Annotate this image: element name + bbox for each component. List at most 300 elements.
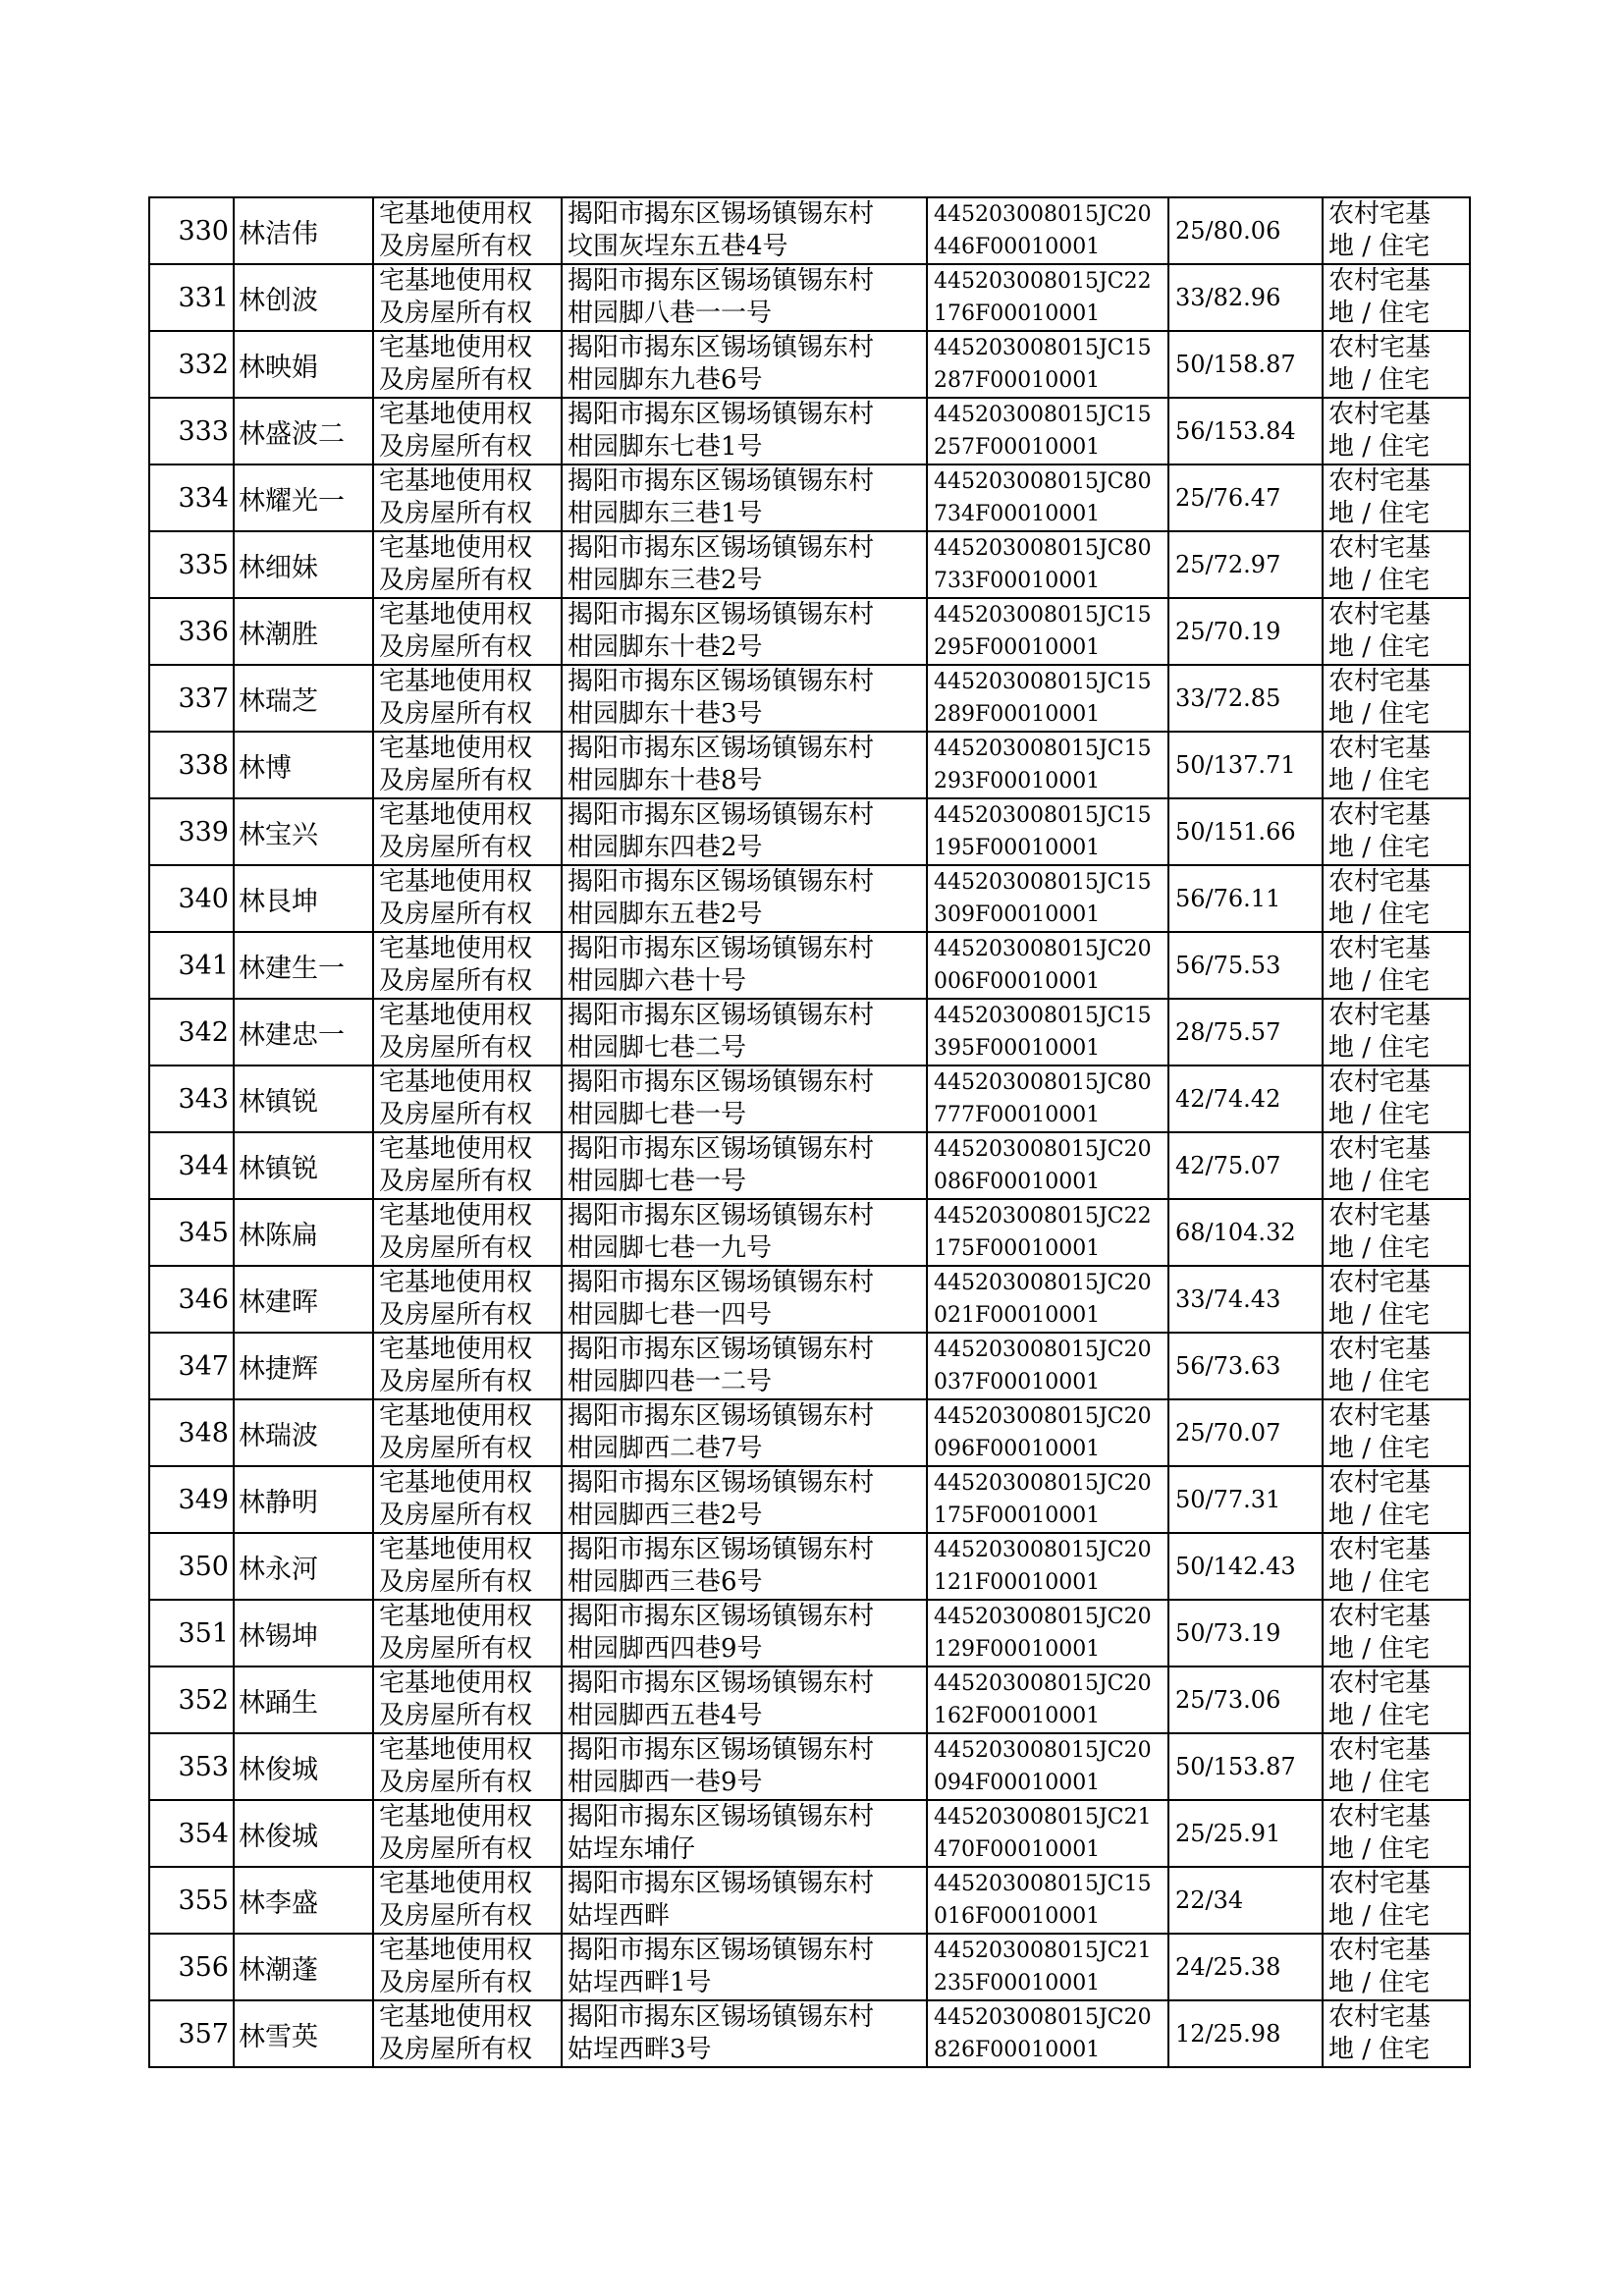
cell-unit-code xyxy=(927,2000,1168,2067)
right-type-line-1: 宅基地使用权 xyxy=(379,1802,533,1831)
unit-code-line-1: 445203008015JC80 xyxy=(934,469,1152,494)
unit-code-line-2: 121F00010001 xyxy=(934,1570,1101,1595)
cell-area: 33/74.43 xyxy=(1168,1266,1323,1333)
cell-land-use xyxy=(1323,932,1470,999)
address-line-2: 柑园脚七巷一号 xyxy=(568,1100,747,1129)
cell-area: 56/73.63 xyxy=(1168,1333,1323,1399)
cell-address xyxy=(562,264,927,331)
address-line-1: 揭阳市揭东区锡场镇锡东村 xyxy=(568,1268,875,1297)
cell-unit-code xyxy=(927,865,1168,932)
table-row xyxy=(149,531,1470,598)
unit-code-line-1: 445203008015JC22 xyxy=(934,1204,1152,1229)
table-row xyxy=(149,398,1470,464)
right-type-line-1: 宅基地使用权 xyxy=(379,1335,533,1364)
land-use-line-1: 农村宅基 xyxy=(1328,1869,1432,1898)
address-line-1: 揭阳市揭东区锡场镇锡东村 xyxy=(568,1067,875,1097)
address-line-2: 柑园脚东三巷1号 xyxy=(568,499,763,528)
address-line-1: 揭阳市揭东区锡场镇锡东村 xyxy=(568,333,875,362)
right-type-line-2: 及房屋所有权 xyxy=(379,566,533,595)
cell-unit-code xyxy=(927,1733,1168,1800)
right-type-line-2: 及房屋所有权 xyxy=(379,1100,533,1129)
cell-area: 50/151.66 xyxy=(1168,798,1323,865)
cell-right-type xyxy=(373,665,562,732)
cell-owner-name: 林建忠一 xyxy=(234,999,373,1066)
cell-owner-name: 林艮坤 xyxy=(234,865,373,932)
right-type-line-1: 宅基地使用权 xyxy=(379,199,533,229)
cell-address xyxy=(562,1600,927,1667)
address-line-2: 柑园脚八巷一一号 xyxy=(568,299,773,328)
cell-serial-number: 330 xyxy=(149,197,234,264)
cell-land-use xyxy=(1323,598,1470,665)
cell-unit-code xyxy=(927,531,1168,598)
cell-area: 12/25.98 xyxy=(1168,2000,1323,2067)
cell-address xyxy=(562,1399,927,1466)
cell-area: 50/73.19 xyxy=(1168,1600,1323,1667)
unit-code-line-2: 777F00010001 xyxy=(934,1103,1101,1127)
cell-land-use xyxy=(1323,1132,1470,1199)
cell-right-type xyxy=(373,1199,562,1266)
unit-code-line-1: 445203008015JC15 xyxy=(934,870,1152,895)
unit-code-line-1: 445203008015JC80 xyxy=(934,1070,1152,1095)
land-use-line-2: 地 / 住宅 xyxy=(1328,699,1431,729)
address-line-2: 柑园脚东三巷2号 xyxy=(568,566,763,595)
land-use-line-2: 地 / 住宅 xyxy=(1328,966,1431,996)
table-row xyxy=(149,665,1470,732)
table-row xyxy=(149,1399,1470,1466)
cell-land-use xyxy=(1323,665,1470,732)
land-use-line-2: 地 / 住宅 xyxy=(1328,1567,1431,1597)
cell-address xyxy=(562,798,927,865)
land-use-line-1: 农村宅基 xyxy=(1328,1535,1432,1564)
cell-right-type xyxy=(373,264,562,331)
cell-unit-code xyxy=(927,398,1168,464)
right-type-line-1: 宅基地使用权 xyxy=(379,2002,533,2032)
cell-right-type xyxy=(373,1867,562,1934)
cell-right-type xyxy=(373,1466,562,1533)
cell-unit-code xyxy=(927,665,1168,732)
right-type-line-2: 及房屋所有权 xyxy=(379,1901,533,1931)
unit-code-line-1: 445203008015JC20 xyxy=(934,1271,1152,1295)
right-type-line-1: 宅基地使用权 xyxy=(379,734,533,763)
cell-area: 25/70.19 xyxy=(1168,598,1323,665)
table-row xyxy=(149,2000,1470,2067)
cell-right-type xyxy=(373,1333,562,1399)
cell-land-use xyxy=(1323,464,1470,531)
cell-right-type xyxy=(373,1800,562,1867)
table-row xyxy=(149,264,1470,331)
cell-land-use xyxy=(1323,331,1470,398)
table-row xyxy=(149,197,1470,264)
cell-area: 25/80.06 xyxy=(1168,197,1323,264)
cell-land-use xyxy=(1323,1600,1470,1667)
land-use-line-2: 地 / 住宅 xyxy=(1328,499,1431,528)
address-line-2: 柑园脚七巷一号 xyxy=(568,1167,747,1196)
land-use-line-2: 地 / 住宅 xyxy=(1328,1233,1431,1263)
land-use-line-1: 农村宅基 xyxy=(1328,1067,1432,1097)
right-type-line-2: 及房屋所有权 xyxy=(379,1501,533,1530)
cell-unit-code xyxy=(927,1066,1168,1132)
address-line-1: 揭阳市揭东区锡场镇锡东村 xyxy=(568,934,875,963)
right-type-line-1: 宅基地使用权 xyxy=(379,1735,533,1765)
unit-code-line-1: 445203008015JC15 xyxy=(934,336,1152,360)
cell-address xyxy=(562,1533,927,1600)
land-use-line-1: 农村宅基 xyxy=(1328,1134,1432,1164)
land-use-line-2: 地 / 住宅 xyxy=(1328,1968,1431,1997)
cell-serial-number: 350 xyxy=(149,1533,234,1600)
unit-code-line-2: 289F00010001 xyxy=(934,702,1101,727)
land-use-line-2: 地 / 住宅 xyxy=(1328,365,1431,395)
table-row xyxy=(149,1266,1470,1333)
address-line-2: 姑埕西畔1号 xyxy=(568,1968,712,1997)
unit-code-line-1: 445203008015JC20 xyxy=(934,1605,1152,1629)
cell-unit-code xyxy=(927,331,1168,398)
cell-unit-code xyxy=(927,1266,1168,1333)
right-type-line-1: 宅基地使用权 xyxy=(379,1134,533,1164)
unit-code-line-2: 295F00010001 xyxy=(934,635,1101,660)
table-row xyxy=(149,464,1470,531)
cell-land-use xyxy=(1323,2000,1470,2067)
unit-code-line-1: 445203008015JC22 xyxy=(934,269,1152,294)
cell-right-type xyxy=(373,531,562,598)
right-type-line-2: 及房屋所有权 xyxy=(379,699,533,729)
right-type-line-1: 宅基地使用权 xyxy=(379,1468,533,1498)
land-use-line-1: 农村宅基 xyxy=(1328,1468,1432,1498)
cell-unit-code xyxy=(927,264,1168,331)
address-line-2: 姑埕西畔3号 xyxy=(568,2035,712,2064)
unit-code-line-1: 445203008015JC20 xyxy=(934,1471,1152,1496)
address-line-1: 揭阳市揭东区锡场镇锡东村 xyxy=(568,199,875,229)
right-type-line-2: 及房屋所有权 xyxy=(379,499,533,528)
table-row xyxy=(149,331,1470,398)
cell-owner-name: 林雪英 xyxy=(234,2000,373,2067)
land-use-line-1: 农村宅基 xyxy=(1328,199,1432,229)
cell-serial-number: 353 xyxy=(149,1733,234,1800)
right-type-line-1: 宅基地使用权 xyxy=(379,1602,533,1631)
unit-code-line-1: 445203008015JC20 xyxy=(934,1338,1152,1362)
unit-code-line-2: 086F00010001 xyxy=(934,1170,1101,1194)
cell-area: 22/34 xyxy=(1168,1867,1323,1934)
right-type-line-1: 宅基地使用权 xyxy=(379,1401,533,1431)
unit-code-line-2: 176F00010001 xyxy=(934,301,1101,326)
right-type-line-2: 及房屋所有权 xyxy=(379,1167,533,1196)
address-line-2: 柑园脚东七巷1号 xyxy=(568,432,763,462)
cell-serial-number: 344 xyxy=(149,1132,234,1199)
address-line-2: 柑园脚西三巷6号 xyxy=(568,1567,763,1597)
cell-owner-name: 林潮蓬 xyxy=(234,1934,373,2000)
cell-owner-name: 林宝兴 xyxy=(234,798,373,865)
cell-owner-name: 林锡坤 xyxy=(234,1600,373,1667)
unit-code-line-2: 395F00010001 xyxy=(934,1036,1101,1061)
address-line-2: 姑埕东埔仔 xyxy=(568,1834,696,1864)
right-type-line-1: 宅基地使用权 xyxy=(379,800,533,830)
cell-area: 25/76.47 xyxy=(1168,464,1323,531)
unit-code-line-2: 309F00010001 xyxy=(934,902,1101,927)
cell-owner-name: 林捷辉 xyxy=(234,1333,373,1399)
unit-code-line-1: 445203008015JC15 xyxy=(934,737,1152,761)
unit-code-line-2: 287F00010001 xyxy=(934,368,1101,393)
land-use-line-2: 地 / 住宅 xyxy=(1328,2035,1431,2064)
cell-owner-name: 林镇锐 xyxy=(234,1066,373,1132)
right-type-line-1: 宅基地使用权 xyxy=(379,1936,533,1965)
cell-serial-number: 331 xyxy=(149,264,234,331)
cell-address xyxy=(562,1466,927,1533)
address-line-2: 柑园脚西二巷7号 xyxy=(568,1434,763,1463)
address-line-2: 柑园脚六巷十号 xyxy=(568,966,747,996)
address-line-1: 揭阳市揭东区锡场镇锡东村 xyxy=(568,400,875,429)
cell-unit-code xyxy=(927,1800,1168,1867)
unit-code-line-1: 445203008015JC20 xyxy=(934,2005,1152,2030)
land-use-line-1: 农村宅基 xyxy=(1328,1668,1432,1698)
address-line-1: 揭阳市揭东区锡场镇锡东村 xyxy=(568,1401,875,1431)
cell-area: 50/153.87 xyxy=(1168,1733,1323,1800)
cell-land-use xyxy=(1323,1466,1470,1533)
cell-unit-code xyxy=(927,732,1168,798)
cell-owner-name: 林映娟 xyxy=(234,331,373,398)
cell-unit-code xyxy=(927,1867,1168,1934)
cell-right-type xyxy=(373,865,562,932)
cell-unit-code xyxy=(927,1132,1168,1199)
right-type-line-1: 宅基地使用权 xyxy=(379,1535,533,1564)
land-use-line-1: 农村宅基 xyxy=(1328,934,1432,963)
cell-land-use xyxy=(1323,1399,1470,1466)
table-row xyxy=(149,1466,1470,1533)
land-use-line-1: 农村宅基 xyxy=(1328,600,1432,629)
cell-serial-number: 352 xyxy=(149,1667,234,1733)
cell-right-type xyxy=(373,1132,562,1199)
cell-area: 42/74.42 xyxy=(1168,1066,1323,1132)
cell-address xyxy=(562,1066,927,1132)
cell-serial-number: 338 xyxy=(149,732,234,798)
cell-unit-code xyxy=(927,598,1168,665)
cell-address xyxy=(562,1934,927,2000)
address-line-1: 揭阳市揭东区锡场镇锡东村 xyxy=(568,667,875,696)
address-line-2: 柑园脚西五巷4号 xyxy=(568,1701,763,1730)
unit-code-line-1: 445203008015JC80 xyxy=(934,536,1152,561)
property-rights-table xyxy=(148,196,1471,2068)
table-row xyxy=(149,1199,1470,1266)
cell-area: 50/137.71 xyxy=(1168,732,1323,798)
cell-right-type xyxy=(373,1934,562,2000)
right-type-line-2: 及房屋所有权 xyxy=(379,432,533,462)
cell-area: 56/75.53 xyxy=(1168,932,1323,999)
cell-owner-name: 林踊生 xyxy=(234,1667,373,1733)
cell-right-type xyxy=(373,197,562,264)
cell-area: 42/75.07 xyxy=(1168,1132,1323,1199)
right-type-line-2: 及房屋所有权 xyxy=(379,1033,533,1063)
cell-land-use xyxy=(1323,264,1470,331)
address-line-2: 柑园脚东九巷6号 xyxy=(568,365,763,395)
land-use-line-1: 农村宅基 xyxy=(1328,1201,1432,1230)
land-use-line-1: 农村宅基 xyxy=(1328,333,1432,362)
land-use-line-2: 地 / 住宅 xyxy=(1328,1834,1431,1864)
cell-right-type xyxy=(373,331,562,398)
table-row xyxy=(149,1733,1470,1800)
cell-address xyxy=(562,1800,927,1867)
cell-address xyxy=(562,865,927,932)
cell-right-type xyxy=(373,1533,562,1600)
cell-land-use xyxy=(1323,732,1470,798)
cell-serial-number: 342 xyxy=(149,999,234,1066)
cell-area: 24/25.38 xyxy=(1168,1934,1323,2000)
address-line-2: 柑园脚东十巷8号 xyxy=(568,766,763,795)
land-use-line-1: 农村宅基 xyxy=(1328,667,1432,696)
right-type-line-1: 宅基地使用权 xyxy=(379,867,533,897)
table-row xyxy=(149,932,1470,999)
land-use-line-2: 地 / 住宅 xyxy=(1328,1768,1431,1797)
right-type-line-1: 宅基地使用权 xyxy=(379,934,533,963)
cell-land-use xyxy=(1323,999,1470,1066)
table-row xyxy=(149,1867,1470,1934)
cell-serial-number: 348 xyxy=(149,1399,234,1466)
land-use-line-2: 地 / 住宅 xyxy=(1328,1300,1431,1330)
land-use-line-1: 农村宅基 xyxy=(1328,800,1432,830)
land-use-line-1: 农村宅基 xyxy=(1328,1335,1432,1364)
right-type-line-2: 及房屋所有权 xyxy=(379,632,533,662)
unit-code-line-1: 445203008015JC20 xyxy=(934,1404,1152,1429)
address-line-1: 揭阳市揭东区锡场镇锡东村 xyxy=(568,1936,875,1965)
address-line-1: 揭阳市揭东区锡场镇锡东村 xyxy=(568,1201,875,1230)
cell-area: 56/153.84 xyxy=(1168,398,1323,464)
unit-code-line-1: 445203008015JC15 xyxy=(934,670,1152,694)
address-line-2: 柑园脚东十巷2号 xyxy=(568,632,763,662)
cell-unit-code xyxy=(927,1199,1168,1266)
cell-area: 33/82.96 xyxy=(1168,264,1323,331)
cell-right-type xyxy=(373,464,562,531)
land-use-line-1: 农村宅基 xyxy=(1328,266,1432,296)
table-row xyxy=(149,1533,1470,1600)
address-line-2: 柑园脚西四巷9号 xyxy=(568,1634,763,1664)
cell-right-type xyxy=(373,2000,562,2067)
cell-area: 28/75.57 xyxy=(1168,999,1323,1066)
table-row xyxy=(149,598,1470,665)
unit-code-line-1: 445203008015JC21 xyxy=(934,1939,1152,1963)
table-row xyxy=(149,1066,1470,1132)
address-line-1: 揭阳市揭东区锡场镇锡东村 xyxy=(568,800,875,830)
land-use-line-2: 地 / 住宅 xyxy=(1328,1901,1431,1931)
unit-code-line-2: 195F00010001 xyxy=(934,836,1101,860)
unit-code-line-1: 445203008015JC20 xyxy=(934,202,1152,227)
cell-serial-number: 334 xyxy=(149,464,234,531)
land-use-line-1: 农村宅基 xyxy=(1328,533,1432,563)
unit-code-line-2: 446F00010001 xyxy=(934,235,1101,259)
cell-owner-name: 林耀光一 xyxy=(234,464,373,531)
cell-right-type xyxy=(373,1733,562,1800)
table-row xyxy=(149,1600,1470,1667)
cell-address xyxy=(562,732,927,798)
right-type-line-1: 宅基地使用权 xyxy=(379,400,533,429)
cell-unit-code xyxy=(927,1667,1168,1733)
cell-serial-number: 351 xyxy=(149,1600,234,1667)
cell-unit-code xyxy=(927,1333,1168,1399)
land-use-line-1: 农村宅基 xyxy=(1328,466,1432,496)
land-use-line-1: 农村宅基 xyxy=(1328,1735,1432,1765)
land-use-line-2: 地 / 住宅 xyxy=(1328,833,1431,862)
right-type-line-2: 及房屋所有权 xyxy=(379,1300,533,1330)
address-line-1: 揭阳市揭东区锡场镇锡东村 xyxy=(568,734,875,763)
address-line-1: 揭阳市揭东区锡场镇锡东村 xyxy=(568,600,875,629)
cell-area: 25/25.91 xyxy=(1168,1800,1323,1867)
right-type-line-2: 及房屋所有权 xyxy=(379,365,533,395)
unit-code-line-1: 445203008015JC21 xyxy=(934,1805,1152,1830)
address-line-1: 揭阳市揭东区锡场镇锡东村 xyxy=(568,1134,875,1164)
address-line-2: 柑园脚七巷一四号 xyxy=(568,1300,773,1330)
unit-code-line-2: 257F00010001 xyxy=(934,435,1101,460)
table-row xyxy=(149,1667,1470,1733)
right-type-line-2: 及房屋所有权 xyxy=(379,966,533,996)
cell-unit-code xyxy=(927,932,1168,999)
cell-address xyxy=(562,464,927,531)
right-type-line-1: 宅基地使用权 xyxy=(379,600,533,629)
unit-code-line-1: 445203008015JC20 xyxy=(934,1137,1152,1162)
table-row xyxy=(149,1934,1470,2000)
land-use-line-2: 地 / 住宅 xyxy=(1328,1367,1431,1396)
address-line-1: 揭阳市揭东区锡场镇锡东村 xyxy=(568,1468,875,1498)
cell-serial-number: 333 xyxy=(149,398,234,464)
cell-area: 25/72.97 xyxy=(1168,531,1323,598)
cell-area: 33/72.85 xyxy=(1168,665,1323,732)
cell-land-use xyxy=(1323,798,1470,865)
address-line-1: 揭阳市揭东区锡场镇锡东村 xyxy=(568,533,875,563)
cell-address xyxy=(562,197,927,264)
land-use-line-2: 地 / 住宅 xyxy=(1328,1701,1431,1730)
cell-unit-code xyxy=(927,1600,1168,1667)
right-type-line-1: 宅基地使用权 xyxy=(379,533,533,563)
cell-owner-name: 林俊城 xyxy=(234,1800,373,1867)
land-use-line-1: 农村宅基 xyxy=(1328,734,1432,763)
unit-code-line-2: 016F00010001 xyxy=(934,1904,1101,1929)
address-line-2: 柑园脚四巷一二号 xyxy=(568,1367,773,1396)
cell-address xyxy=(562,1733,927,1800)
cell-owner-name: 林永河 xyxy=(234,1533,373,1600)
cell-address xyxy=(562,1667,927,1733)
land-use-line-2: 地 / 住宅 xyxy=(1328,1033,1431,1063)
right-type-line-1: 宅基地使用权 xyxy=(379,1201,533,1230)
right-type-line-2: 及房屋所有权 xyxy=(379,299,533,328)
right-type-line-2: 及房屋所有权 xyxy=(379,1367,533,1396)
cell-address xyxy=(562,331,927,398)
cell-land-use xyxy=(1323,1533,1470,1600)
cell-unit-code xyxy=(927,999,1168,1066)
right-type-line-2: 及房屋所有权 xyxy=(379,1567,533,1597)
cell-land-use xyxy=(1323,1733,1470,1800)
unit-code-line-2: 037F00010001 xyxy=(934,1370,1101,1394)
table-row xyxy=(149,999,1470,1066)
address-line-1: 揭阳市揭东区锡场镇锡东村 xyxy=(568,1869,875,1898)
cell-address xyxy=(562,1199,927,1266)
cell-unit-code xyxy=(927,1399,1168,1466)
unit-code-line-2: 175F00010001 xyxy=(934,1236,1101,1261)
cell-serial-number: 346 xyxy=(149,1266,234,1333)
table-body xyxy=(149,197,1470,2067)
unit-code-line-2: 235F00010001 xyxy=(934,1971,1101,1995)
cell-right-type xyxy=(373,732,562,798)
cell-serial-number: 345 xyxy=(149,1199,234,1266)
cell-land-use xyxy=(1323,398,1470,464)
cell-unit-code xyxy=(927,1533,1168,1600)
cell-serial-number: 335 xyxy=(149,531,234,598)
cell-unit-code xyxy=(927,1934,1168,2000)
right-type-line-2: 及房屋所有权 xyxy=(379,1233,533,1263)
cell-serial-number: 357 xyxy=(149,2000,234,2067)
land-use-line-2: 地 / 住宅 xyxy=(1328,566,1431,595)
cell-owner-name: 林博 xyxy=(234,732,373,798)
cell-land-use xyxy=(1323,865,1470,932)
address-line-1: 揭阳市揭东区锡场镇锡东村 xyxy=(568,1335,875,1364)
right-type-line-1: 宅基地使用权 xyxy=(379,466,533,496)
address-line-1: 揭阳市揭东区锡场镇锡东村 xyxy=(568,1668,875,1698)
address-line-2: 柑园脚西一巷9号 xyxy=(568,1768,763,1797)
cell-right-type xyxy=(373,1667,562,1733)
